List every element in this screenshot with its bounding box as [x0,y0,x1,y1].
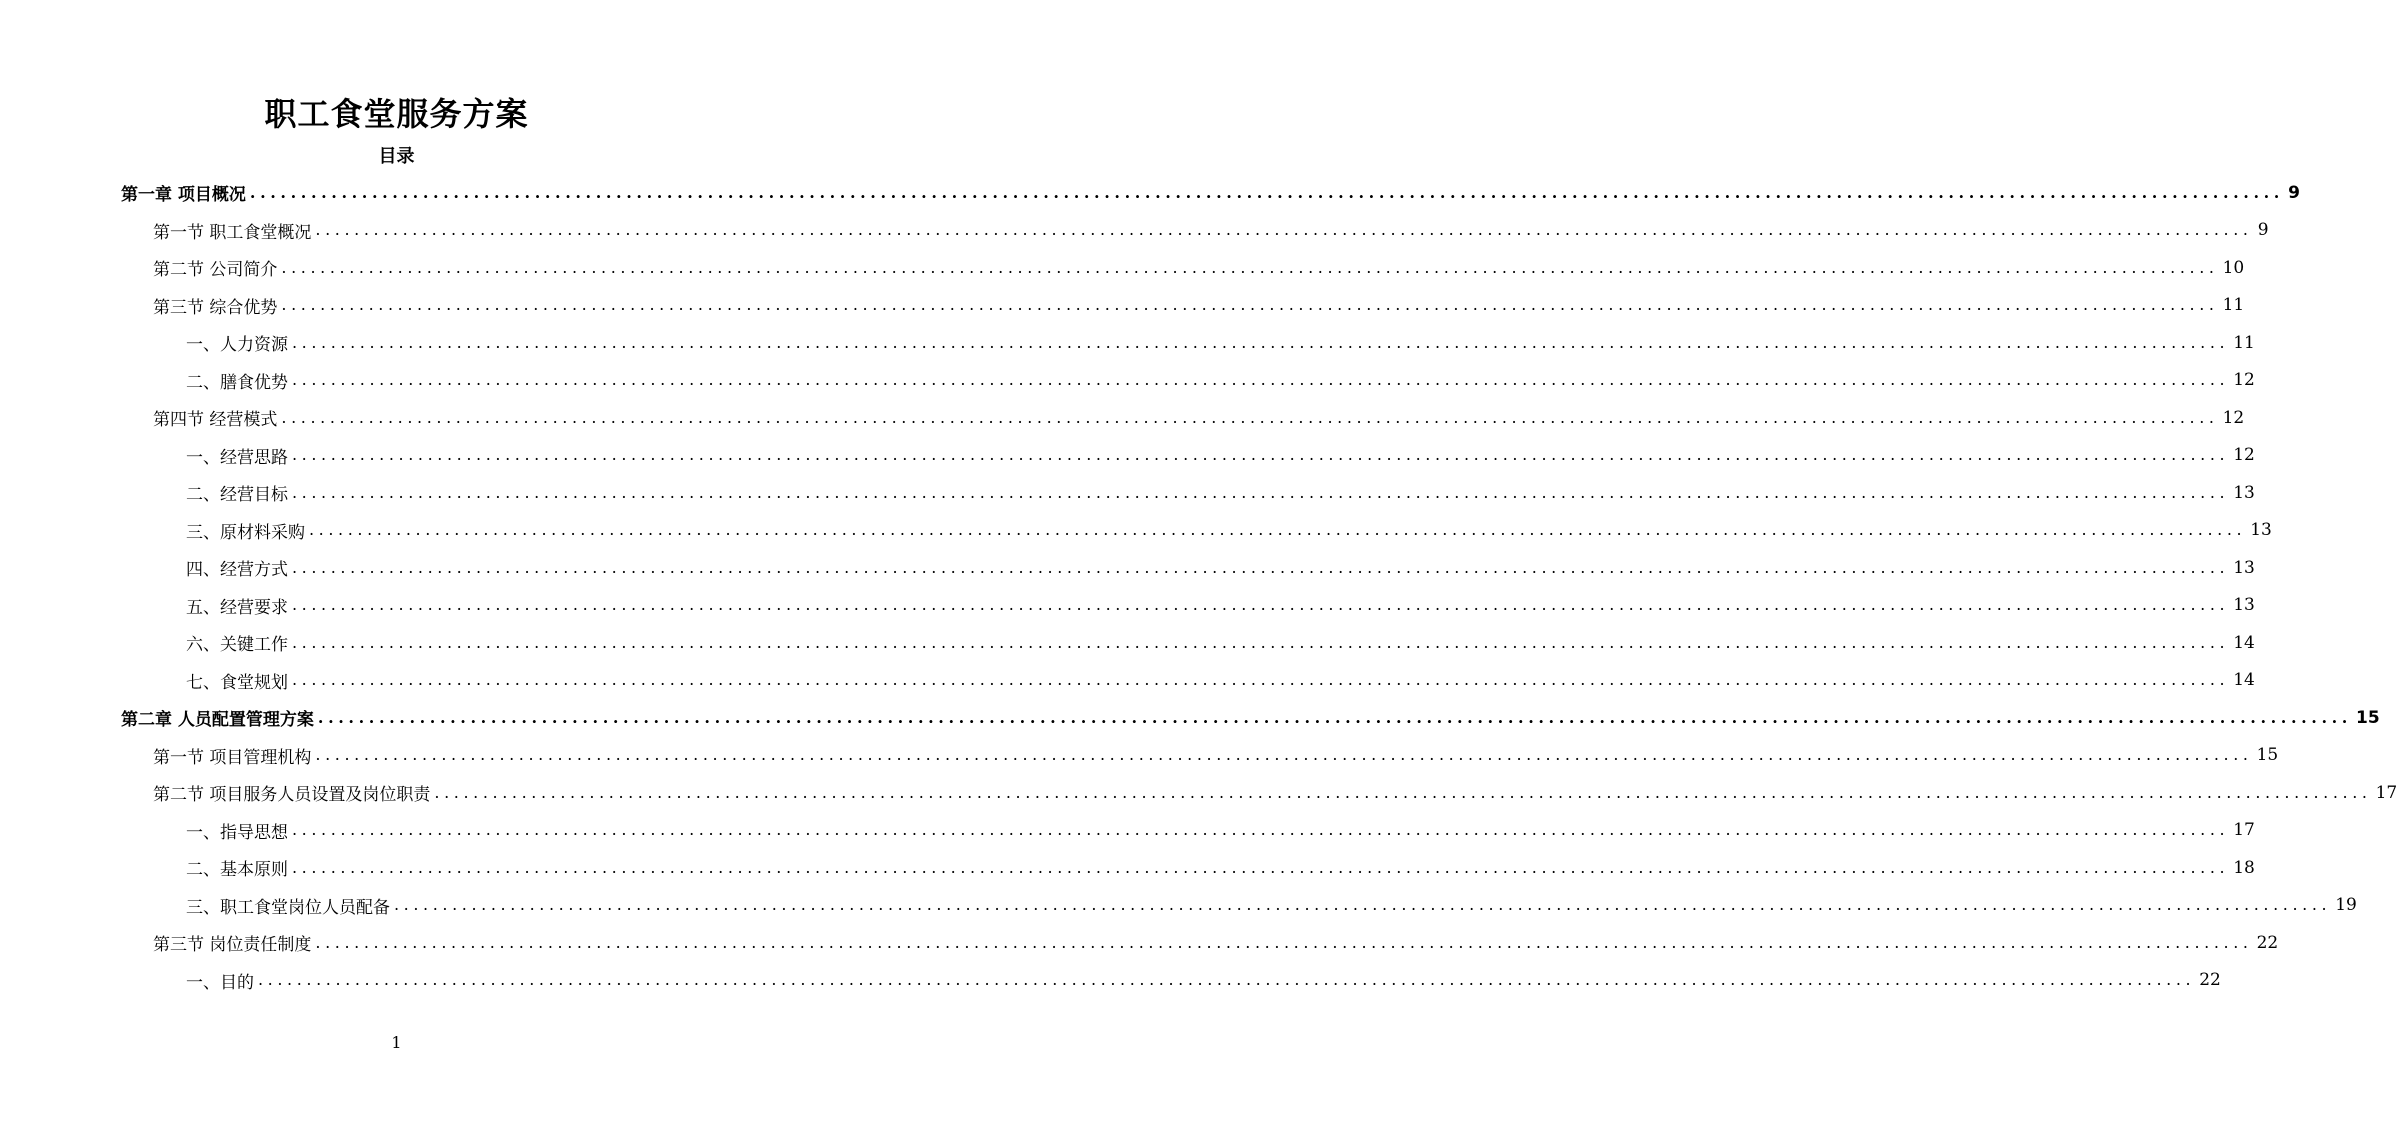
toc-dot-leader: ........................................................................................................................................................................................................ [292,857,2230,877]
toc-entry[interactable] [0,849,2255,887]
toc-entry[interactable] [0,624,2255,662]
toc-dot-leader: ........................................................................................................................................................................................................ [434,782,2372,802]
toc-entry-label: 第一节 项目管理机构 [153,747,312,768]
table-of-contents [0,174,2397,999]
toc-dot-leader: ........................................................................................................................................................................................................ [315,220,2253,240]
toc-entry[interactable] [0,887,2357,925]
toc-entry-label: 第一节 职工食堂概况 [153,222,312,243]
toc-dot-leader: ........................................................................................................................................................................................................ [258,970,2196,990]
toc-dot-leader: ........................................................................................................................................................................................................ [292,820,2230,840]
toc-entry-label: 五、经营要求 [186,597,288,618]
toc-entry[interactable] [0,549,2255,587]
toc-entry-page: 12 [2233,445,2255,466]
toc-dot-leader: ........................................................................................................................................................................................................ [292,445,2230,465]
toc-entry-page: 12 [2233,370,2255,391]
toc-entry-page: 9 [2288,182,2300,203]
toc-entry[interactable] [0,174,2300,212]
toc-entry-page: 13 [2250,520,2272,541]
toc-entry-label: 一、经营思路 [186,447,288,468]
toc-dot-leader: ........................................................................................................................................................................................................ [281,407,2219,427]
toc-dot-leader: ........................................................................................................................................................................................................ [292,482,2230,502]
toc-dot-leader: ........................................................................................................................................................................................................ [315,745,2253,765]
toc-entry-page: 17 [2233,820,2255,841]
toc-entry-page: 13 [2233,595,2255,616]
toc-dot-leader: ........................................................................................................................................................................................................ [292,595,2230,615]
toc-dot-leader: ........................................................................................................................................................................................................ [292,632,2230,652]
toc-dot-leader: ........................................................................................................................................................................................................ [315,932,2253,952]
toc-dot-leader: ........................................................................................................................................................................................................ [292,332,2230,352]
page-number: 1 [391,1033,402,1052]
toc-entry[interactable] [0,812,2255,850]
toc-entry-label: 第二章 人员配置管理方案 [121,710,314,731]
toc-dot-leader: ........................................................................................................................................................................................................ [317,707,2352,727]
toc-entry-label: 三、职工食堂岗位人员配备 [186,897,390,918]
toc-entry[interactable] [0,699,2380,737]
toc-entry-page: 14 [2233,632,2255,653]
toc-entry[interactable] [0,324,2255,362]
toc-entry-label: 第一章 项目概况 [121,185,246,206]
toc-entry-label: 三、原材料采购 [186,522,305,543]
toc-dot-leader: ........................................................................................................................................................................................................ [309,520,2247,540]
toc-entry-page: 11 [2233,332,2255,353]
toc-dot-leader: ........................................................................................................................................................................................................ [292,370,2230,390]
toc-entry-page: 15 [2256,745,2279,766]
toc-entry-label: 第三节 综合优势 [153,297,278,318]
toc-entry-label: 一、目的 [186,972,254,993]
toc-entry-page: 15 [2355,707,2380,728]
toc-entry[interactable] [0,212,2269,250]
toc-dot-leader: ........................................................................................................................................................................................................ [249,182,2284,202]
toc-entry[interactable] [0,924,2279,962]
toc-entry-page: 22 [2199,970,2221,991]
toc-entry[interactable] [0,962,2221,1000]
toc-entry[interactable] [0,287,2245,325]
toc-entry[interactable] [0,399,2245,437]
toc-entry[interactable] [0,662,2255,700]
toc-entry[interactable] [0,587,2255,625]
toc-entry-page: 18 [2233,857,2255,878]
toc-entry[interactable] [0,474,2255,512]
toc-entry[interactable] [0,437,2255,475]
toc-entry[interactable] [0,512,2272,550]
toc-dot-leader: ........................................................................................................................................................................................................ [292,670,2230,690]
toc-entry-page: 14 [2233,670,2255,691]
toc-entry-label: 二、经营目标 [186,485,288,506]
toc-entry-label: 一、指导思想 [186,822,288,843]
toc-entry-page: 22 [2256,932,2279,953]
toc-entry-label: 第三节 岗位责任制度 [153,935,312,956]
toc-heading: 目录 [378,146,415,167]
toc-dot-leader: ........................................................................................................................................................................................................ [281,257,2219,277]
toc-entry-page: 13 [2233,482,2255,503]
toc-entry[interactable] [0,249,2245,287]
toc-entry-label: 二、基本原则 [186,860,288,881]
toc-entry-label: 四、经营方式 [186,560,288,581]
toc-entry-page: 12 [2222,407,2245,428]
toc-entry-page: 17 [2375,782,2397,803]
toc-entry-label: 六、关键工作 [186,635,288,656]
toc-entry-page: 19 [2335,895,2357,916]
toc-entry-label: 第二节 项目服务人员设置及岗位职责 [153,785,431,806]
toc-entry-page: 11 [2222,295,2245,316]
toc-entry-page: 9 [2257,220,2269,241]
toc-entry[interactable] [0,774,2397,812]
toc-entry[interactable] [0,737,2279,775]
toc-entry-label: 第四节 经营模式 [153,410,278,431]
toc-entry-page: 10 [2222,257,2245,278]
toc-entry-label: 七、食堂规划 [186,672,288,693]
toc-dot-leader: ........................................................................................................................................................................................................ [394,895,2332,915]
toc-entry[interactable] [0,362,2255,400]
document-title: 职工食堂服务方案 [264,95,529,133]
toc-entry-label: 第二节 公司简介 [153,260,278,281]
toc-entry-page: 13 [2233,557,2255,578]
toc-entry-label: 一、人力资源 [186,335,288,356]
toc-dot-leader: ........................................................................................................................................................................................................ [281,295,2219,315]
toc-dot-leader: ........................................................................................................................................................................................................ [292,557,2230,577]
toc-entry-label: 二、膳食优势 [186,372,288,393]
